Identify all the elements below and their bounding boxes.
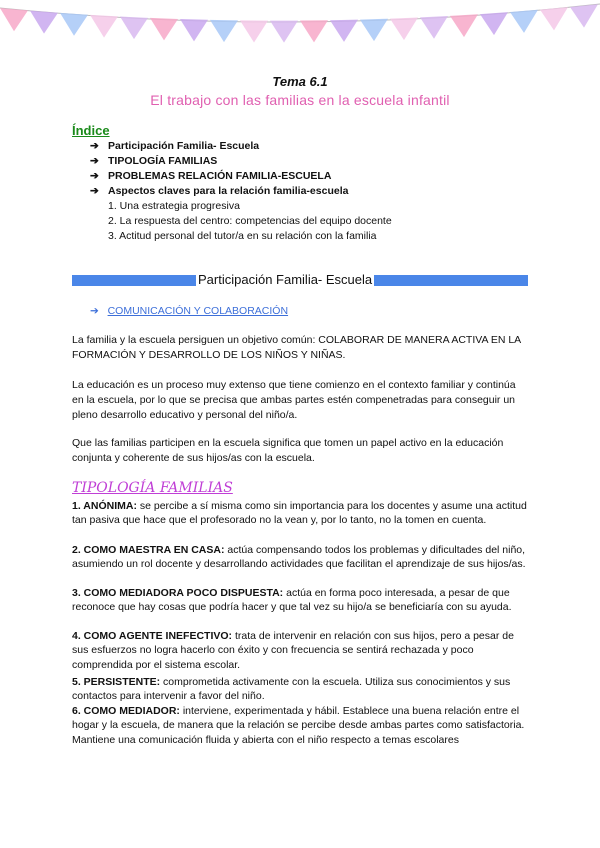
index-item[interactable]: ➔ PROBLEMAS RELACIÓN FAMILIA-ESCUELA — [90, 170, 332, 182]
bunting-flag — [390, 18, 418, 41]
typology-item: 6. COMO MEDIADOR: interviene, experimentada y hábil. Establece una buena relación entre el hogar y la escuela, de manera que la relación se percibe desde ambas partes como satisfactoria. Mantiene una comunicación fluida y abierta con el niño respecto a temas escolares — [72, 705, 525, 746]
bunting-flag — [90, 15, 118, 38]
bunting-string — [0, 4, 600, 22]
index-heading: Índice — [72, 123, 110, 138]
bunting-flag — [510, 10, 538, 33]
arrow-icon: ➔ — [90, 170, 99, 182]
index-subitem: 3. Actitud personal del tutor/a en su relación con la familia — [108, 230, 377, 242]
arrow-icon: ➔ — [90, 305, 99, 317]
arrow-icon: ➔ — [90, 155, 99, 167]
bunting-flag — [150, 18, 178, 41]
bunting-flag — [30, 11, 58, 34]
index-subitem: 1. Una estrategia progresiva — [108, 200, 240, 212]
communication-link[interactable]: ➔ COMUNICACIÓN Y COLABORACIÓN — [90, 305, 289, 317]
arrow-icon: ➔ — [90, 185, 99, 197]
index-subitem: 2. La respuesta del centro: competencias del equipo docente — [108, 215, 392, 227]
bunting-flag — [330, 20, 358, 42]
index-item[interactable]: ➔ Aspectos claves para la relación familia-escuela — [90, 185, 349, 197]
typology-item: 1. ANÓNIMA: se percibe a sí misma como sin importancia para los docentes y asume una actitud tan pasiva que hace que el profesorado no la vean y, por lo tanto, no la tomen en cuenta. — [72, 500, 527, 527]
bunting-flag — [180, 19, 208, 41]
typology-item: 3. COMO MEDIADORA POCO DISPUESTA: actúa en forma poco interesada, a pesar de que reconoce que hay cosas que podría hacer y que tal vez su hijo/a se beneficiaría con su ayuda. — [72, 587, 512, 614]
paragraph: Que las familias participen en la escuela significa que tomen un papel activo en la educación conjunta y coherente de sus hijos/as con la escuela. — [72, 437, 504, 464]
bunting-flag — [300, 20, 328, 42]
typology-item: 5. PERSISTENTE: comprometida activamente con la escuela. Utiliza sus conocimientos y sus contactos para intervenir a favor del niño. — [72, 676, 511, 703]
bunting-flag — [240, 20, 268, 42]
bunting-flag — [270, 21, 298, 43]
section-title: Participación Familia- Escuela — [198, 272, 373, 287]
bunting-flag — [0, 8, 28, 31]
bunting-flag — [570, 4, 598, 27]
index-item[interactable]: ➔ Participación Familia- Escuela — [90, 140, 260, 152]
bunting-flag — [540, 7, 568, 30]
bunting-flag — [420, 16, 448, 39]
typology-item: 4. COMO AGENTE INEFECTIVO: trata de intervenir en relación con sus hijos, pero a pesar de sus esfuerzos no logra hacerlo con éxito y con frecuencia se sentirá rechazada y poco comprendida por el sistema escolar. — [72, 630, 514, 671]
bunting-flag — [360, 19, 388, 41]
tipologia-heading: TIPOLOGÍA FAMILIAS — [72, 480, 233, 496]
document-subtitle: El trabajo con las familias en la escuela infantil — [150, 92, 450, 108]
index-item[interactable]: ➔ TIPOLOGÍA FAMILIAS — [90, 155, 218, 167]
paragraph: La educación es un proceso muy extenso que tiene comienzo en el contexto familiar y continúa en la escuela, por lo que se precisa que ambas partes estén compenetradas para conseguir un pleno desarrollo educativo y personal del niño/a. — [72, 379, 516, 421]
bunting-flag — [450, 14, 478, 37]
arrow-icon: ➔ — [90, 140, 99, 152]
bunting-flag — [120, 17, 148, 40]
bunting-flag — [210, 20, 238, 42]
topic-number: Tema 6.1 — [272, 74, 328, 89]
typology-item: 2. COMO MAESTRA EN CASA: actúa compensando todos los problemas y dificultades del niño, asumiendo un rol docente y desarrollando actividades que facilitan el aprendizaje de sus hijos/as. — [72, 544, 526, 571]
bunting-decoration — [0, 0, 600, 60]
bunting-flag — [60, 13, 88, 36]
paragraph: La familia y la escuela persiguen un objetivo común: COLABORAR DE MANERA ACTIVA EN LA FORMACIÓN Y DESARROLLO DE LOS NIÑOS Y NIÑAS. — [72, 334, 521, 361]
bunting-flag — [480, 12, 508, 35]
